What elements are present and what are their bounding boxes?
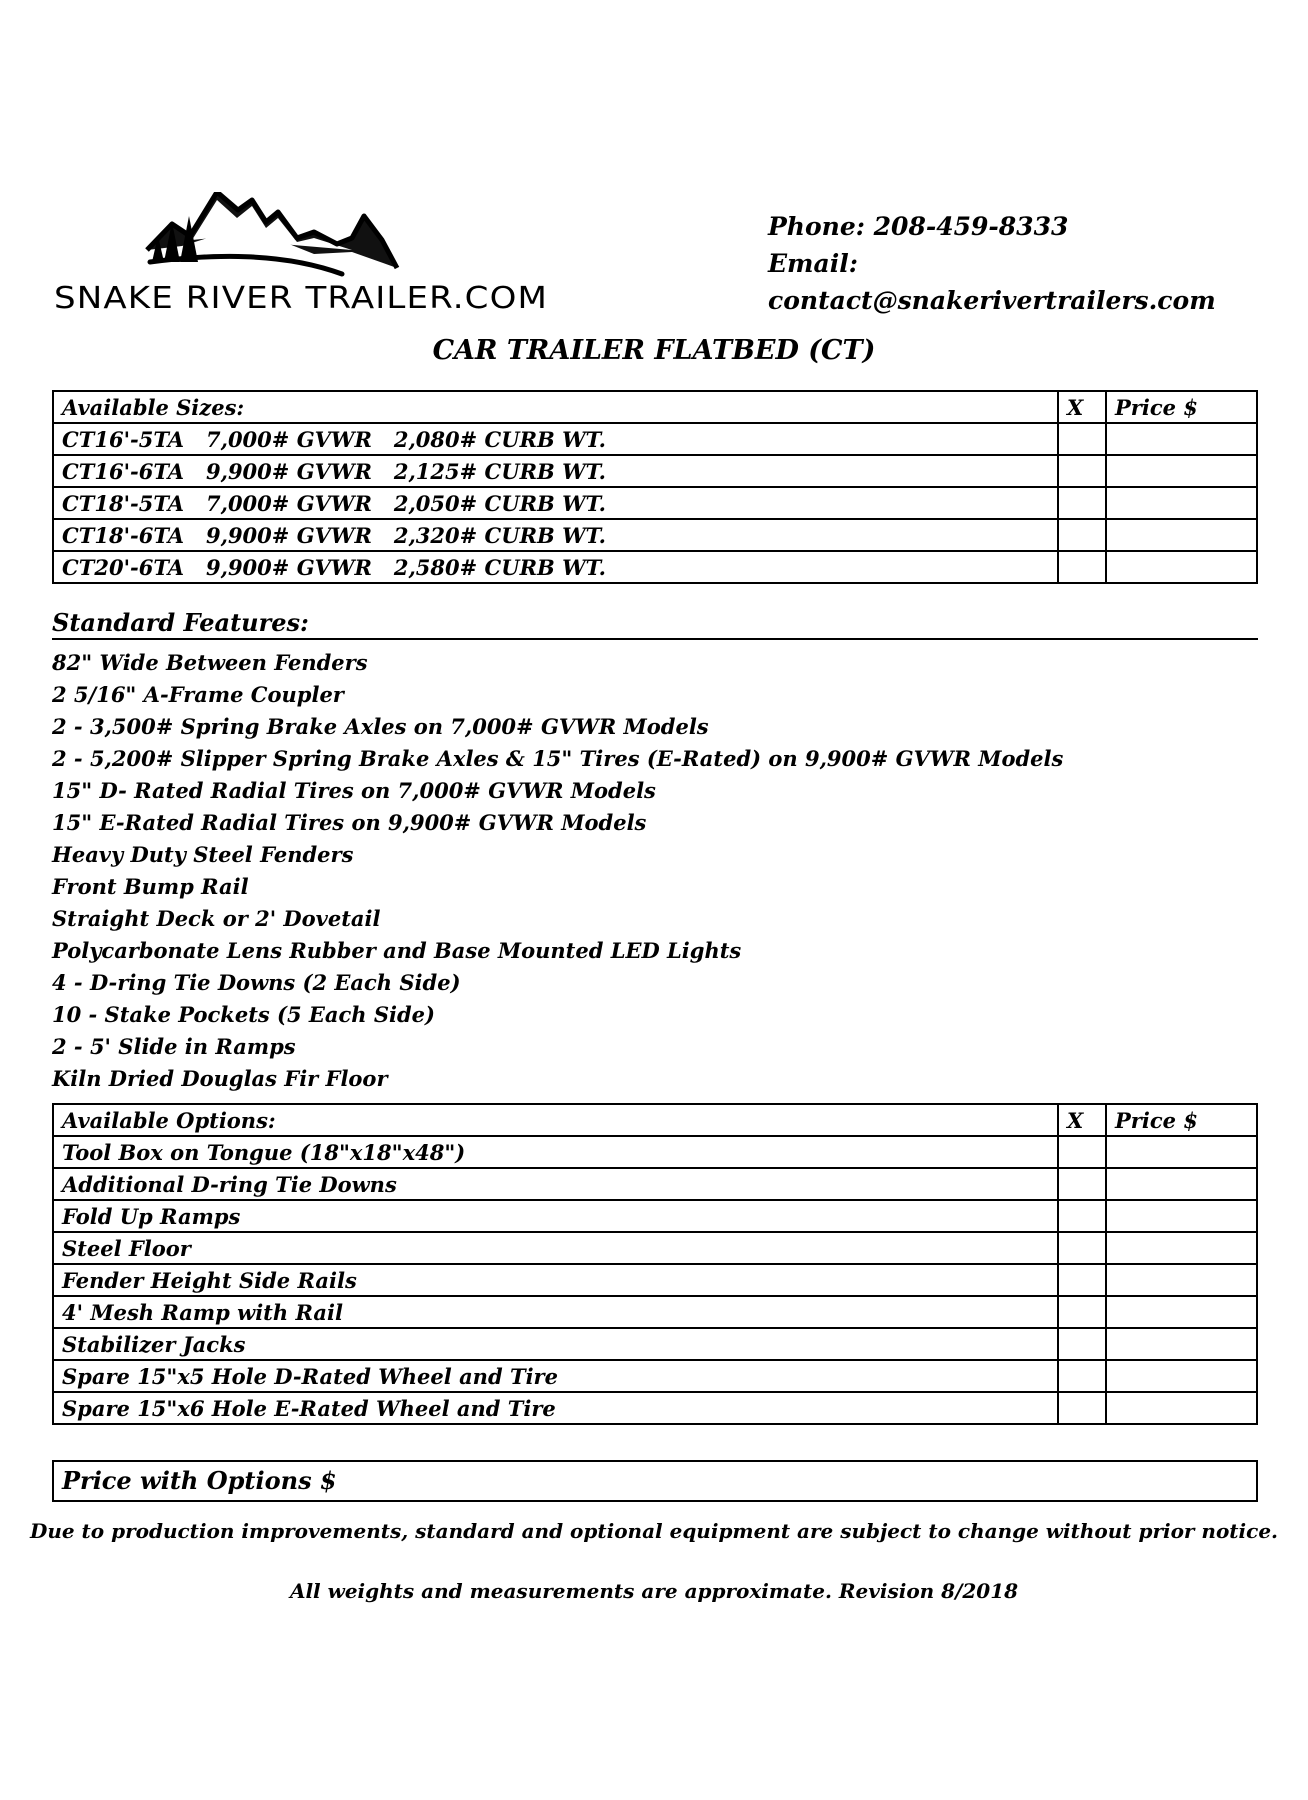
list-item: Straight Deck or 2' Dovetail — [52, 906, 381, 931]
select-cell[interactable] — [1058, 1136, 1106, 1168]
standard-features-heading: Standard Features: — [52, 608, 1258, 640]
table-row — [53, 1296, 1257, 1328]
table-row — [53, 1264, 1257, 1296]
price-cell[interactable] — [1106, 487, 1257, 519]
price-cell[interactable] — [1106, 1200, 1257, 1232]
table-row — [53, 1200, 1257, 1232]
option-label: 4' Mesh Ramp with Rail — [53, 1296, 1058, 1328]
select-cell[interactable] — [1058, 551, 1106, 583]
list-item: 2 5/16" A-Frame Coupler — [52, 682, 344, 707]
options-header-price: Price $ — [1106, 1104, 1257, 1136]
price-cell[interactable] — [1106, 1392, 1257, 1424]
table-row — [53, 1360, 1257, 1392]
list-item: Kiln Dried Douglas Fir Floor — [52, 1066, 388, 1091]
logo-wordmark — [52, 278, 552, 318]
list-item: 2 - 5' Slide in Ramps — [52, 1034, 296, 1059]
list-item: Front Bump Rail — [52, 874, 249, 899]
option-label: Fold Up Ramps — [53, 1200, 1058, 1232]
table-row — [53, 1168, 1257, 1200]
available-options-table — [52, 1103, 1258, 1425]
table-row — [53, 455, 1257, 487]
price-cell[interactable] — [1106, 551, 1257, 583]
options-header-label: Available Options: — [53, 1104, 1058, 1136]
size-label: CT20'-6TA 9,900# GVWR 2,580# CURB WT. — [53, 551, 1058, 583]
list-item: 82" Wide Between Fenders — [52, 650, 368, 675]
table-row — [53, 551, 1257, 583]
sizes-header-x: X — [1058, 391, 1106, 423]
table-row — [53, 519, 1257, 551]
logo-text: SNAKE RIVER TRAILER.COM — [54, 281, 548, 316]
price-cell[interactable] — [1106, 1264, 1257, 1296]
table-row — [53, 1232, 1257, 1264]
change-notice: Due to production improvements, standard and optional equipment are subject to change without prior notice. — [29, 1519, 1279, 1543]
size-label: CT18'-5TA 7,000# GVWR 2,050# CURB WT. — [53, 487, 1058, 519]
option-label: Stabilizer Jacks — [53, 1328, 1058, 1360]
page-title: CAR TRAILER FLATBED (CT) — [432, 335, 876, 366]
select-cell[interactable] — [1058, 1392, 1106, 1424]
select-cell[interactable] — [1058, 1360, 1106, 1392]
size-label: CT18'-6TA 9,900# GVWR 2,320# CURB WT. — [53, 519, 1058, 551]
size-label: CT16'-5TA 7,000# GVWR 2,080# CURB WT. — [53, 423, 1058, 455]
select-cell[interactable] — [1058, 1296, 1106, 1328]
price-cell[interactable] — [1106, 1232, 1257, 1264]
price-cell[interactable] — [1106, 1136, 1257, 1168]
sizes-header-price: Price $ — [1106, 391, 1257, 423]
select-cell[interactable] — [1058, 1264, 1106, 1296]
select-cell[interactable] — [1058, 1168, 1106, 1200]
table-row — [53, 1136, 1257, 1168]
table-header-row — [53, 1104, 1257, 1136]
price-with-options-label: Price with Options $ — [62, 1466, 337, 1495]
option-label: Additional D-ring Tie Downs — [53, 1168, 1058, 1200]
select-cell[interactable] — [1058, 487, 1106, 519]
list-item: 15" D- Rated Radial Tires on 7,000# GVWR Models — [52, 778, 656, 803]
list-item: Heavy Duty Steel Fenders — [52, 842, 354, 867]
price-cell[interactable] — [1106, 1168, 1257, 1200]
list-item: 10 - Stake Pockets (5 Each Side) — [52, 1002, 435, 1027]
available-sizes-table — [52, 390, 1258, 584]
price-cell[interactable] — [1106, 1360, 1257, 1392]
revision-note: All weights and measurements are approximate. Revision 8/2018 — [289, 1579, 1019, 1603]
table-row — [53, 1392, 1257, 1424]
standard-features-list — [52, 648, 1063, 1096]
select-cell[interactable] — [1058, 1328, 1106, 1360]
price-cell[interactable] — [1106, 1328, 1257, 1360]
price-cell[interactable] — [1106, 519, 1257, 551]
options-header-x: X — [1058, 1104, 1106, 1136]
size-label: CT16'-6TA 9,900# GVWR 2,125# CURB WT. — [53, 455, 1058, 487]
table-row — [53, 487, 1257, 519]
list-item: 15" E-Rated Radial Tires on 9,900# GVWR Models — [52, 810, 647, 835]
list-item: 4 - D-ring Tie Downs (2 Each Side) — [52, 970, 461, 995]
select-cell[interactable] — [1058, 455, 1106, 487]
option-label: Steel Floor — [53, 1232, 1058, 1264]
option-label: Tool Box on Tongue (18"x18"x48") — [53, 1136, 1058, 1168]
price-cell[interactable] — [1106, 455, 1257, 487]
price-with-options-field[interactable] — [52, 1460, 1258, 1502]
table-header-row — [53, 391, 1257, 423]
phone-number: Phone: 208-459-8333 — [768, 212, 1069, 241]
list-item: 2 - 5,200# Slipper Spring Brake Axles & 15" Tires (E-Rated) on 9,900# GVWR Models — [52, 746, 1064, 771]
sizes-header-label: Available Sizes: — [53, 391, 1058, 423]
price-cell[interactable] — [1106, 423, 1257, 455]
list-item: Polycarbonate Lens Rubber and Base Mounted LED Lights — [52, 938, 742, 963]
price-cell[interactable] — [1106, 1296, 1257, 1328]
option-label: Spare 15"x6 Hole E-Rated Wheel and Tire — [53, 1392, 1058, 1424]
table-row — [53, 1328, 1257, 1360]
email-address: Email: contact@snakerivertrailers.com — [768, 249, 1216, 315]
select-cell[interactable] — [1058, 1232, 1106, 1264]
contact-info — [768, 208, 1308, 319]
select-cell[interactable] — [1058, 423, 1106, 455]
list-item: 2 - 3,500# Spring Brake Axles on 7,000# GVWR Models — [52, 714, 709, 739]
select-cell[interactable] — [1058, 1200, 1106, 1232]
select-cell[interactable] — [1058, 519, 1106, 551]
option-label: Spare 15"x5 Hole D-Rated Wheel and Tire — [53, 1360, 1058, 1392]
option-label: Fender Height Side Rails — [53, 1264, 1058, 1296]
company-logo — [52, 192, 552, 318]
table-row — [53, 423, 1257, 455]
